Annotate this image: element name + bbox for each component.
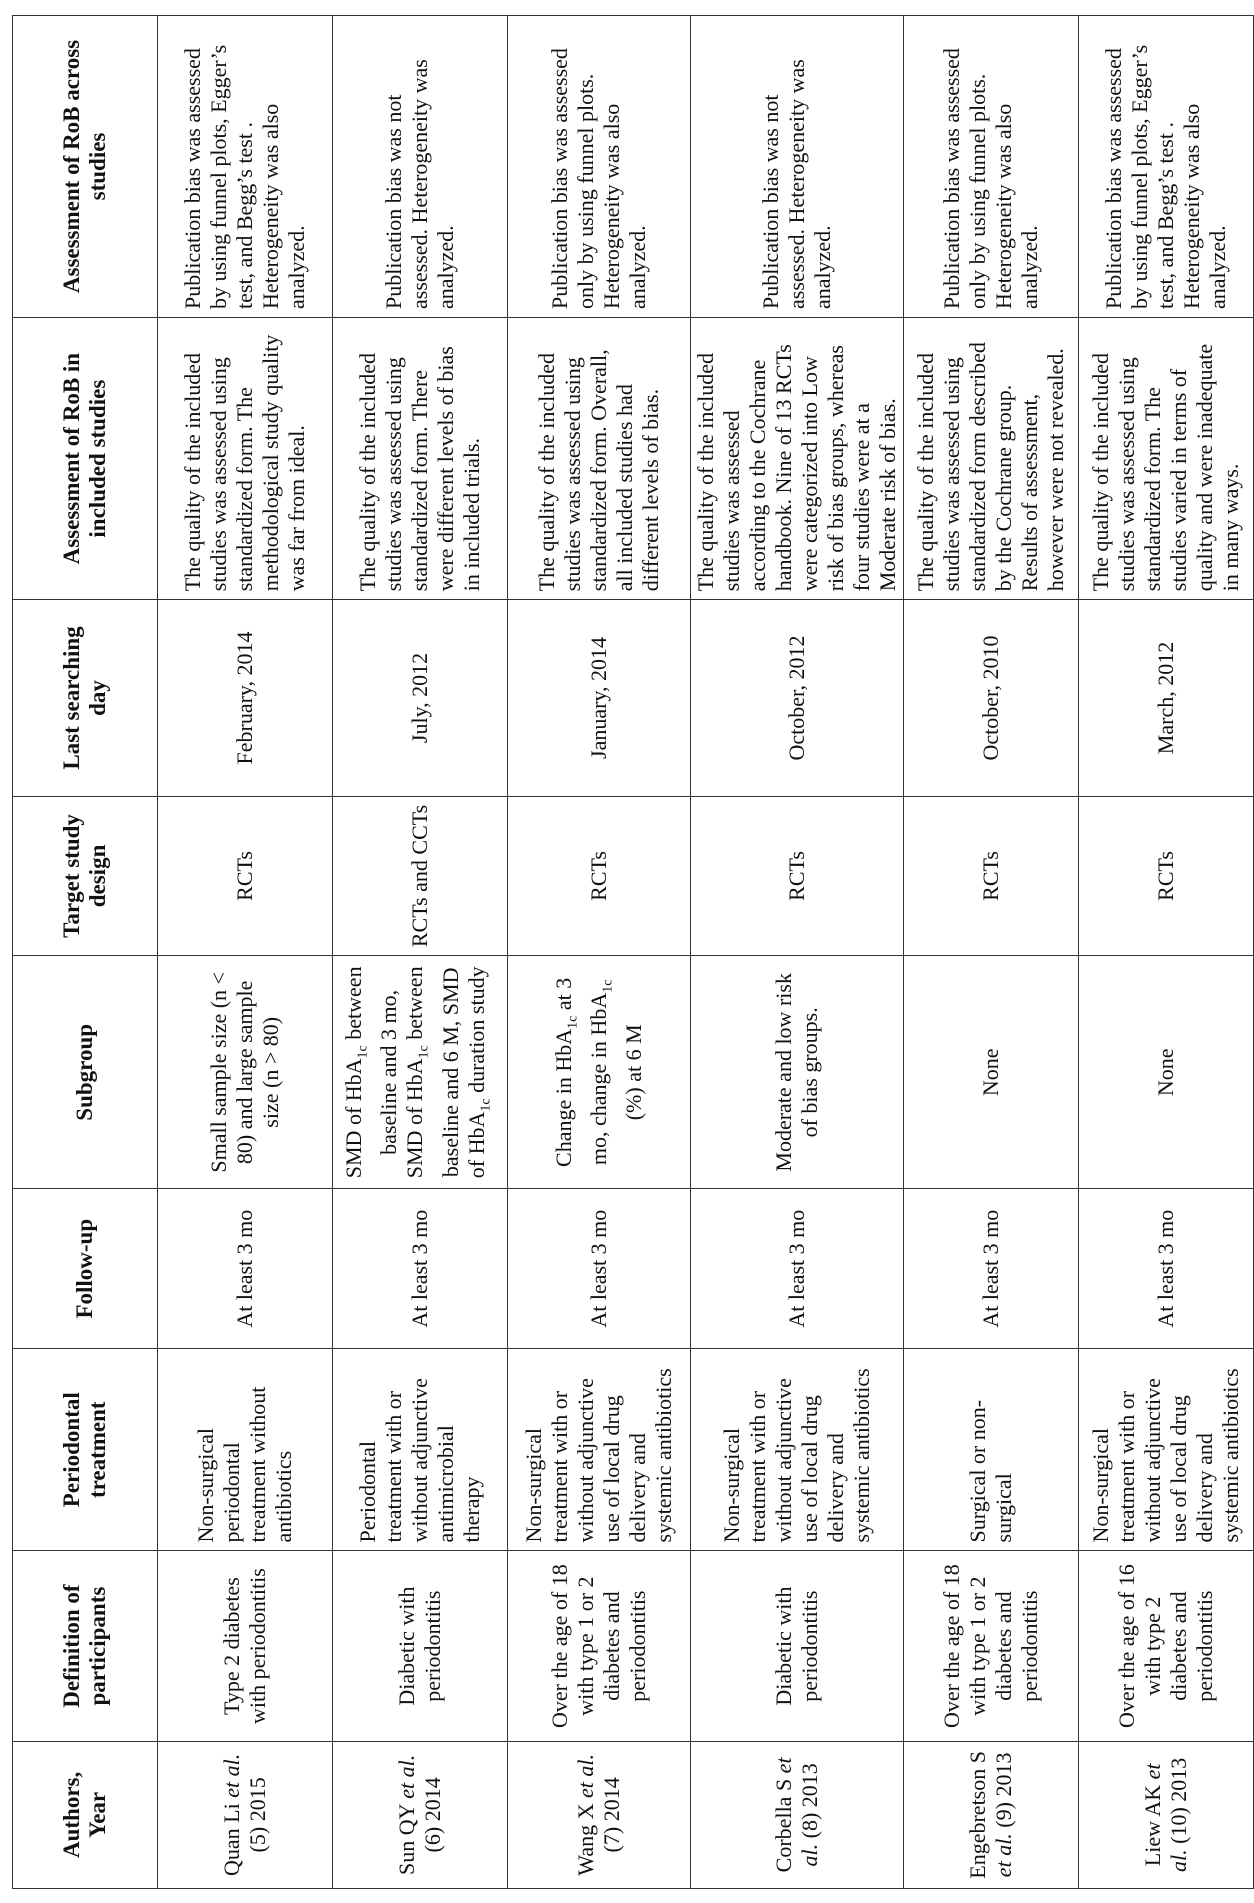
author-cell (333, 1741, 508, 1888)
followup-cell: At least 3 mo (1079, 1189, 1254, 1349)
author-ref-year: (8) 2013 (797, 1763, 822, 1844)
treatment-cell: Non-surgical treatment with or without adjunctive use of local drug delivery and systemic antibiotics (1079, 1348, 1254, 1551)
rob-across-cell: Publication bias was not assessed. Heterogeneity was analyzed. (333, 16, 508, 318)
subgroup-cell: None (1079, 956, 1254, 1189)
rob-included-cell: The quality of the included studies was assessed using standardized form. The methodological study quality was far from ideal. (158, 318, 333, 600)
rob-included-cell: The quality of the included studies was assessed using standardized form described by the Cochrane group. Results of assessment, however were not revealed. (904, 318, 1079, 600)
subgroup-cell: None (904, 956, 1079, 1189)
followup-cell: At least 3 mo (691, 1189, 904, 1349)
participants-cell: Diabetic with periodontitis (691, 1551, 904, 1741)
author-name: Engebretson S (965, 1751, 990, 1879)
header-cell: Last searching day (13, 600, 158, 796)
followup-cell: At least 3 mo (158, 1189, 333, 1349)
subgroup-cell: Moderate and low risk of bias groups. (691, 956, 904, 1189)
author-name: Sun QY (394, 1798, 419, 1875)
systematic-review-table (12, 15, 1254, 1889)
header-cell: Periodontal treatment (13, 1348, 158, 1551)
header-cell: Target study design (13, 796, 158, 956)
header-cell: Assessment of RoB in included studies (13, 318, 158, 600)
rob-included-cell: The quality of the included studies was assessed using standardized form. Overall, all included studies had different levels of bias. (508, 318, 691, 600)
treatment-cell: Non-surgical periodontal treatment without antibiotics (158, 1348, 333, 1551)
design-cell: RCTs (1079, 796, 1254, 956)
author-etal: et al. (991, 1833, 1016, 1878)
rob-across-cell: Publication bias was assessed only by using funnel plots. Heterogeneity was also analyzed. (508, 16, 691, 318)
participants-cell: Diabetic with periodontitis (333, 1551, 508, 1741)
author-etal: et al. (771, 1757, 822, 1867)
last-search-cell: March, 2012 (1079, 600, 1254, 796)
author-etal: et al. (219, 1753, 244, 1798)
header-cell: Assessment of RoB across studies (13, 16, 158, 318)
author-etal: et al. (573, 1754, 598, 1799)
author-cell (1079, 1741, 1254, 1888)
table-row (508, 16, 691, 1889)
rob-across-cell: Publication bias was assessed by using funnel plots, Egger’s test, and Begg’s test . Heterogeneity was also analyzed. (158, 16, 333, 318)
author-cell (691, 1741, 904, 1888)
participants-cell: Over the age of 18 with type 1 or 2 diabetes and periodontitis (904, 1551, 1079, 1741)
participants-cell: Over the age of 16 with type 2 diabetes and periodontitis (1079, 1551, 1254, 1741)
author-etal: et al. (1140, 1763, 1191, 1872)
participants-cell: Over the age of 18 with type 1 or 2 diabetes and periodontitis (508, 1551, 691, 1741)
table-row (333, 16, 508, 1889)
table-row (691, 16, 904, 1889)
header-cell: Definition of participants (13, 1551, 158, 1741)
table-body (158, 16, 1254, 1889)
author-ref-year: (5) 2015 (245, 1777, 270, 1853)
author-name: Wang X (573, 1798, 598, 1876)
header-cell: Authors, Year (13, 1741, 158, 1888)
header-row (13, 16, 158, 1889)
rob-across-cell: Publication bias was assessed only by using funnel plots. Heterogeneity was also analyzed. (904, 16, 1079, 318)
followup-cell: At least 3 mo (904, 1189, 1079, 1349)
author-name: Quan Li (219, 1797, 244, 1876)
design-cell: RCTs and CCTs (333, 796, 508, 956)
participants-cell: Type 2 diabetes with periodontitis (158, 1551, 333, 1741)
author-cell (508, 1741, 691, 1888)
design-cell: RCTs (158, 796, 333, 956)
treatment-cell: Non-surgical treatment with or without adjunctive use of local drug delivery and systemic antibiotics (691, 1348, 904, 1551)
table-row (158, 16, 333, 1889)
author-ref-year: (10) 2013 (1166, 1757, 1191, 1850)
treatment-cell: Non-surgical treatment with or without adjunctive use of local drug delivery and systemic antibiotics (508, 1348, 691, 1551)
last-search-cell: October, 2010 (904, 600, 1079, 796)
author-cell (158, 1741, 333, 1888)
rob-included-cell: The quality of the included studies was assessed using standardized form. There were different levels of bias in included trials. (333, 318, 508, 600)
design-cell: RCTs (904, 796, 1079, 956)
subgroup-cell: Change in HbA$_{1c}$ at 3 mo, change in HbA$_{1c}$ (%) at 6 M (508, 956, 691, 1189)
last-search-cell: October, 2012 (691, 600, 904, 796)
author-cell (904, 1741, 1079, 1888)
rob-across-cell: Publication bias was not assessed. Heterogeneity was analyzed. (691, 16, 904, 318)
followup-cell: At least 3 mo (508, 1189, 691, 1349)
last-search-cell: July, 2012 (333, 600, 508, 796)
author-name: Corbella S (771, 1773, 796, 1873)
subgroup-cell: SMD of HbA$_{1c}$ between baseline and 3 mo, SMD of HbA$_{1c}$ between baseline and 6 M, SMD of HbA$_{1c}$ duration study (333, 956, 508, 1189)
author-ref-year: (7) 2014 (599, 1777, 624, 1853)
design-cell: RCTs (508, 796, 691, 956)
design-cell: RCTs (691, 796, 904, 956)
author-name: Liew AK (1140, 1779, 1165, 1867)
last-search-cell: January, 2014 (508, 600, 691, 796)
treatment-cell: Surgical or non-surgical (904, 1348, 1079, 1551)
rob-included-cell: The quality of the included studies was assessed using standardized form. The studies varied in terms of quality and were inadequate in many ways. (1079, 318, 1254, 600)
author-ref-year: (9) 2013 (991, 1752, 1016, 1834)
followup-cell: At least 3 mo (333, 1189, 508, 1349)
rob-across-cell: Publication bias was assessed by using funnel plots, Egger’s test, and Begg’s test . Heterogeneity was also analyzed. (1079, 16, 1254, 318)
treatment-cell: Periodontal treatment with or without adjunctive antimicrobial therapy (333, 1348, 508, 1551)
header-cell: Subgroup (13, 956, 158, 1189)
last-search-cell: February, 2014 (158, 600, 333, 796)
subgroup-cell: Small sample size (n < 80) and large sample size (n > 80) (158, 956, 333, 1189)
table-row (904, 16, 1079, 1889)
author-ref-year: (6) 2014 (420, 1777, 445, 1853)
rob-included-cell: The quality of the included studies was assessed according to the Cochrane handbook. Nine of 13 RCTs were categorized into Low risk of bias groups, whereas four studies were at a Moderate risk of bias. (691, 318, 904, 600)
author-etal: et al. (394, 1754, 419, 1799)
table-row (1079, 16, 1254, 1889)
header-cell: Follow-up (13, 1189, 158, 1349)
